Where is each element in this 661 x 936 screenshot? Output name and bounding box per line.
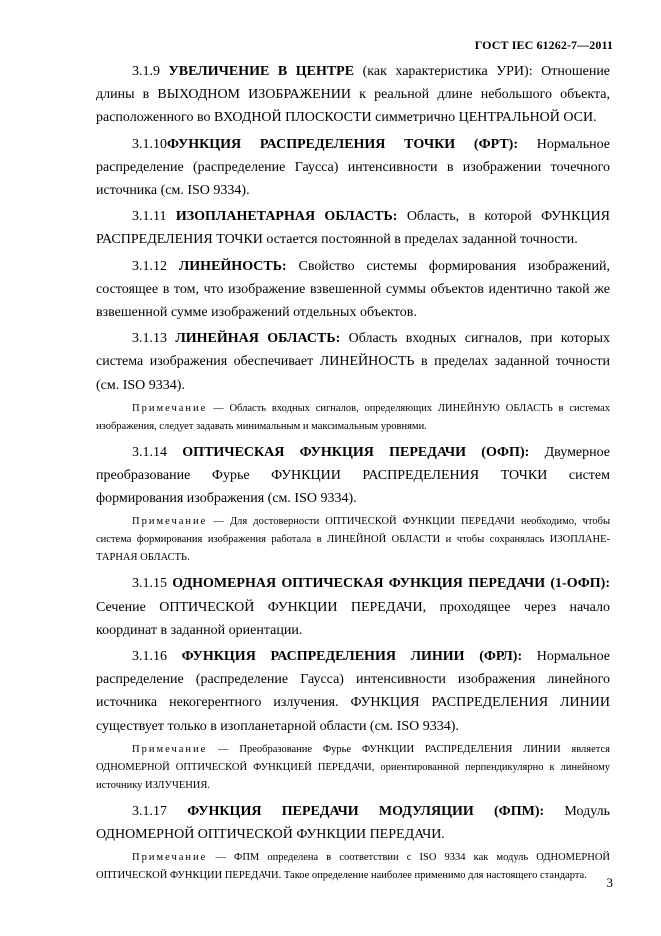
- term-title: ЛИНЕЙНОСТЬ:: [178, 258, 287, 274]
- term-3-1-12: [96, 255, 610, 325]
- term-3-1-9: [96, 60, 610, 130]
- note-label: Примечание: [132, 516, 208, 528]
- term-definition: Область, в которой ФУНКЦИЯ РАСПРЕДЕЛЕНИЯ ТОЧКИ остается постоянной в пределах заданной точности.: [96, 209, 611, 248]
- note-text: — ФПМ определена в соответствии с ISO 9334 как модуль ОДНОМЕРНОЙ ОПТИЧЕСКОЙ ФУНКЦИИ ПЕРЕДАЧИ. Такое определение наиболее применимо для настоящего стандарта.: [96, 852, 611, 882]
- term-number: 3.1.14: [132, 444, 167, 460]
- term-title: ФУНКЦИЯ ПЕРЕДАЧИ МОДУЛЯЦИИ (ФПМ):: [187, 803, 545, 819]
- note-3-1-14: [96, 513, 610, 567]
- term-3-1-17: [96, 800, 610, 846]
- note-3-1-16: [96, 741, 610, 795]
- note-text: — Преобразование Фурье ФУНКЦИИ РАСПРЕДЕЛЕНИЯ ЛИНИИ является ОДНОМЕРНОЙ ОПТИЧЕСКОЙ ФУНКЦИЕЙ ПЕРЕДАЧИ, ориентированной перпендикулярно к линейному источнику ИЗЛУЧЕНИЯ.: [96, 743, 610, 791]
- note-text: — Для достоверности ОПТИЧЕСКОЙ ФУНКЦИИ ПЕРЕДАЧИ необходимо, чтобы система формирования изображения работала в ЛИНЕЙНОЙ ОБЛАСТИ и чтобы сохранялась ИЗОПЛАНЕ-ТАРНАЯ ОБЛАСТЬ.: [96, 516, 611, 564]
- term-number: 3.1.12: [132, 258, 167, 274]
- term-title: УВЕЛИЧЕНИЕ В ЦЕНТРЕ: [168, 64, 355, 79]
- term-3-1-10: [96, 133, 610, 203]
- term-title: ОДНОМЕРНАЯ ОПТИЧЕСКАЯ ФУНКЦИЯ ПЕРЕДАЧИ (1-ОФП):: [172, 576, 610, 592]
- term-title: ИЗОПЛАНЕТАРНАЯ ОБЛАСТЬ:: [175, 209, 398, 225]
- term-number: 3.1.15: [132, 576, 167, 592]
- term-title: ФУНКЦИЯ РАСПРЕДЕЛЕНИЯ ТОЧКИ (ФРТ):: [167, 136, 518, 152]
- note-label: Примечание: [132, 402, 208, 414]
- term-definition: Нормальное распределение (распределение Гаусса) интенсивности изображения линейного источника некогерентного излучения. ФУНКЦИЯ РАСПРЕДЕЛЕНИЯ ЛИНИИ существует только в изопланетарной области (см. ISO 9334).: [96, 649, 611, 734]
- term-number: 3.1.9: [132, 64, 160, 79]
- document-header: ГОСТ IEC 61262-7—2011: [474, 38, 613, 52]
- note-3-1-17: [96, 849, 610, 885]
- term-definition: Двумерное преобразование Фурье ФУНКЦИИ РАСПРЕДЕЛЕНИЯ ТОЧКИ систем формирования изображения (см. ISO 9334).: [96, 444, 611, 507]
- term-definition: Нормальное распределение (распределение Гаусса) интенсивности в изображении точечного источника (см. ISO 9334).: [96, 136, 610, 199]
- term-number: 3.1.11: [132, 209, 167, 225]
- document-body: [96, 60, 610, 890]
- term-definition: Свойство системы формирования изображений, состоящее в том, что изображение взвешенной суммы объектов идентично такой же взвешенной сумме изображений отдельных объектов.: [96, 258, 610, 321]
- term-number: 3.1.17: [132, 803, 167, 819]
- term-number: 3.1.10: [132, 136, 167, 152]
- page-number: 3: [606, 875, 613, 890]
- note-text: — Область входных сигналов, определяющих ЛИНЕЙНУЮ ОБЛАСТЬ в системах изображения, следует задавать минимальным и максимальным уровнями.: [96, 402, 610, 432]
- term-3-1-14: [96, 441, 610, 511]
- note-label: Примечание: [132, 743, 208, 755]
- term-title: ОПТИЧЕСКАЯ ФУНКЦИЯ ПЕРЕДАЧИ (ОФП):: [182, 444, 530, 460]
- term-3-1-16: [96, 645, 610, 738]
- note-3-1-13: [96, 400, 610, 436]
- term-definition: Область входных сигналов, при которых система изображения обеспечивает ЛИНЕЙНОСТЬ в пределах заданной точности (см. ISO 9334).: [96, 331, 611, 393]
- term-3-1-11: [96, 205, 610, 251]
- note-label: Примечание: [132, 852, 208, 864]
- term-number: 3.1.16: [132, 649, 167, 665]
- term-title: ФУНКЦИЯ РАСПРЕДЕЛЕНИЯ ЛИНИИ (ФРЛ):: [181, 649, 523, 665]
- term-3-1-15: [96, 572, 610, 642]
- term-definition: Сечение ОПТИЧЕСКОЙ ФУНКЦИИ ПЕРЕДАЧИ, проходящее через начало координат в заданной ориентации.: [96, 599, 610, 638]
- term-definition: Модуль ОДНОМЕРНОЙ ОПТИЧЕСКОЙ ФУНКЦИИ ПЕРЕДАЧИ.: [96, 803, 610, 843]
- term-definition: (как характеристика УРИ): Отношение длины в ВЫХОДНОМ ИЗОБРАЖЕНИИ к реальной длине небольшого объекта, расположенного во ВХОДНОЙ ПЛОСКОСТИ симметрично ЦЕНТРАЛЬНОЙ ОСИ.: [96, 64, 611, 126]
- term-3-1-13: [96, 327, 610, 397]
- term-title: ЛИНЕЙНАЯ ОБЛАСТЬ:: [175, 331, 341, 347]
- term-number: 3.1.13: [132, 331, 167, 347]
